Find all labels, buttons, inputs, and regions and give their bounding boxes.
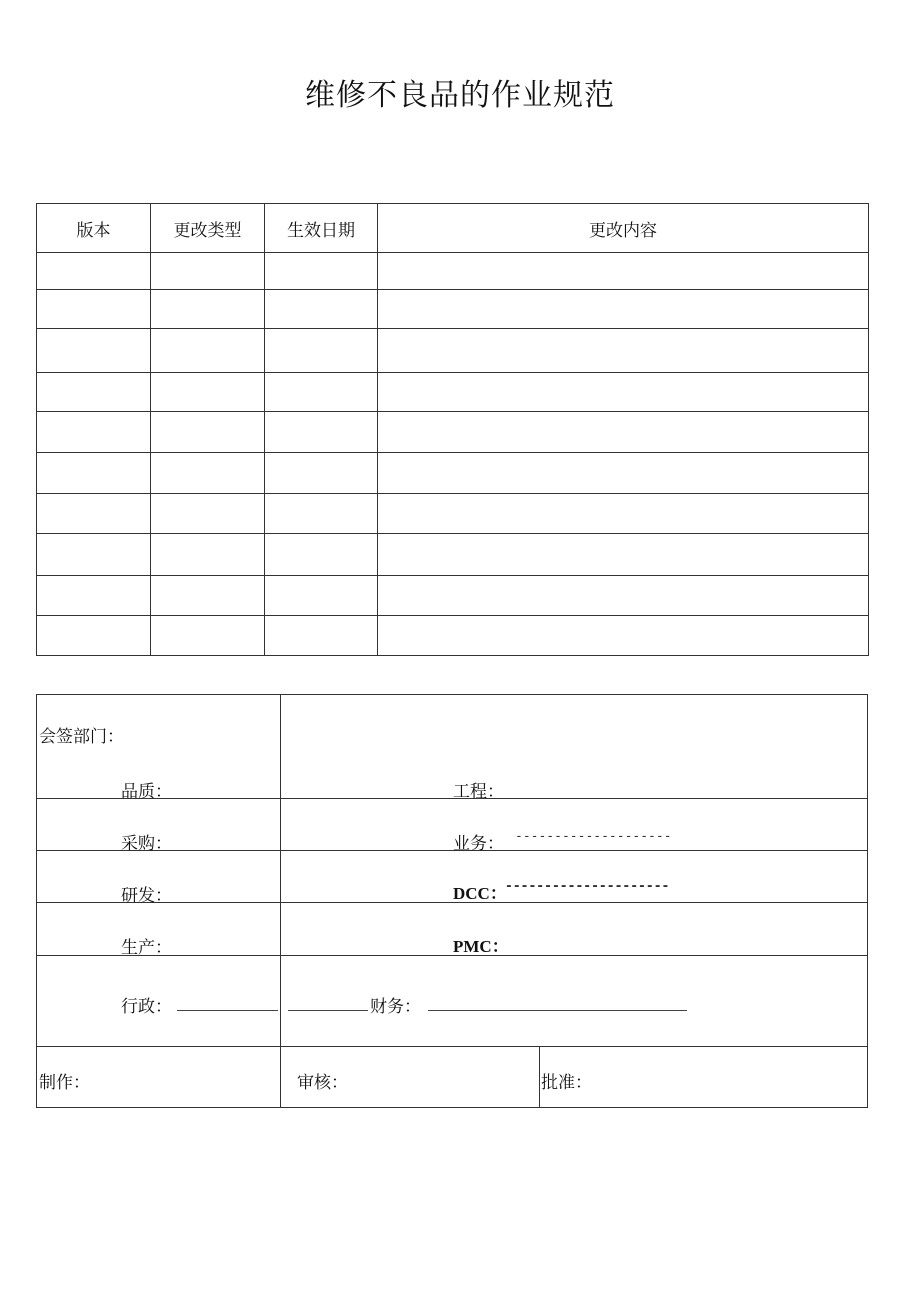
finance-label: 财务： [370,997,421,1017]
footer-divider [539,1047,540,1107]
cell-change-type[interactable] [151,494,265,534]
cell-version[interactable] [37,412,151,453]
cell-change-type[interactable] [151,534,265,576]
purchasing-label: 采购： [121,834,172,854]
table-row [37,494,869,534]
cell-change-content[interactable] [378,329,869,373]
cell-effective-date[interactable] [265,494,378,534]
cell-effective-date[interactable] [265,373,378,412]
cell-version[interactable] [37,534,151,576]
sales-label: 业务： [453,834,504,854]
header-change-content: 更改内容 [378,204,869,253]
table-row [37,373,869,412]
table-row [37,253,869,290]
approved-by-label: 批准： [541,1073,592,1093]
quality-label: 品质： [121,782,172,802]
pmc-label: PMC： [453,937,509,956]
cell-change-content[interactable] [378,534,869,576]
signoff-section [36,694,868,1108]
dcc-signature-line[interactable]: --------------------- [505,879,670,894]
cell-change-content[interactable] [378,616,869,656]
cell-version[interactable] [37,494,151,534]
cell-change-type[interactable] [151,453,265,494]
cell-change-type[interactable] [151,290,265,329]
cell-change-type[interactable] [151,373,265,412]
table-row [37,453,869,494]
engineering-label: 工程： [453,782,504,802]
cell-change-content[interactable] [378,253,869,290]
cell-effective-date[interactable] [265,534,378,576]
countersign-dept-label: 会签部门： [39,727,124,747]
cell-change-type[interactable] [151,412,265,453]
cell-version[interactable] [37,453,151,494]
cell-effective-date[interactable] [265,329,378,373]
sales-signature-line[interactable]: -------------------- [515,829,672,844]
cell-effective-date[interactable] [265,412,378,453]
cell-change-type[interactable] [151,253,265,290]
admin-signature-line[interactable] [177,1010,278,1011]
header-effective-date: 生效日期 [265,204,378,253]
revision-history-table [36,203,869,656]
table-row [37,412,869,453]
table-row [37,616,869,656]
admin-label: 行政： [121,997,172,1017]
cell-change-type[interactable] [151,616,265,656]
production-label: 生产： [121,938,172,958]
table-row [37,534,869,576]
revision-rows [37,253,869,656]
dcc-label: DCC： [453,884,507,903]
header-version: 版本 [37,204,151,253]
cell-change-content[interactable] [378,412,869,453]
cell-effective-date[interactable] [265,616,378,656]
document-title: 维修不良品的作业规范 [305,78,615,113]
cell-change-content[interactable] [378,373,869,412]
cell-change-content[interactable] [378,576,869,616]
finance-signature-line[interactable] [428,1010,687,1011]
cell-effective-date[interactable] [265,253,378,290]
table-row [37,576,869,616]
cell-change-content[interactable] [378,453,869,494]
cell-effective-date[interactable] [265,290,378,329]
cell-version[interactable] [37,253,151,290]
cell-effective-date[interactable] [265,576,378,616]
table-row [37,329,869,373]
cell-change-type[interactable] [151,576,265,616]
row-divider [37,1046,867,1047]
reviewed-by-label: 审核： [297,1073,348,1093]
cell-version[interactable] [37,329,151,373]
table-header-row [37,204,869,253]
admin-signature-line-cont[interactable] [288,1010,368,1011]
cell-version[interactable] [37,290,151,329]
cell-change-content[interactable] [378,494,869,534]
cell-change-type[interactable] [151,329,265,373]
cell-version[interactable] [37,576,151,616]
table-row [37,290,869,329]
cell-change-content[interactable] [378,290,869,329]
cell-effective-date[interactable] [265,453,378,494]
cell-version[interactable] [37,373,151,412]
header-change-type: 更改类型 [151,204,265,253]
cell-version[interactable] [37,616,151,656]
prepared-by-label: 制作： [39,1073,90,1093]
rnd-label: 研发： [121,886,172,906]
